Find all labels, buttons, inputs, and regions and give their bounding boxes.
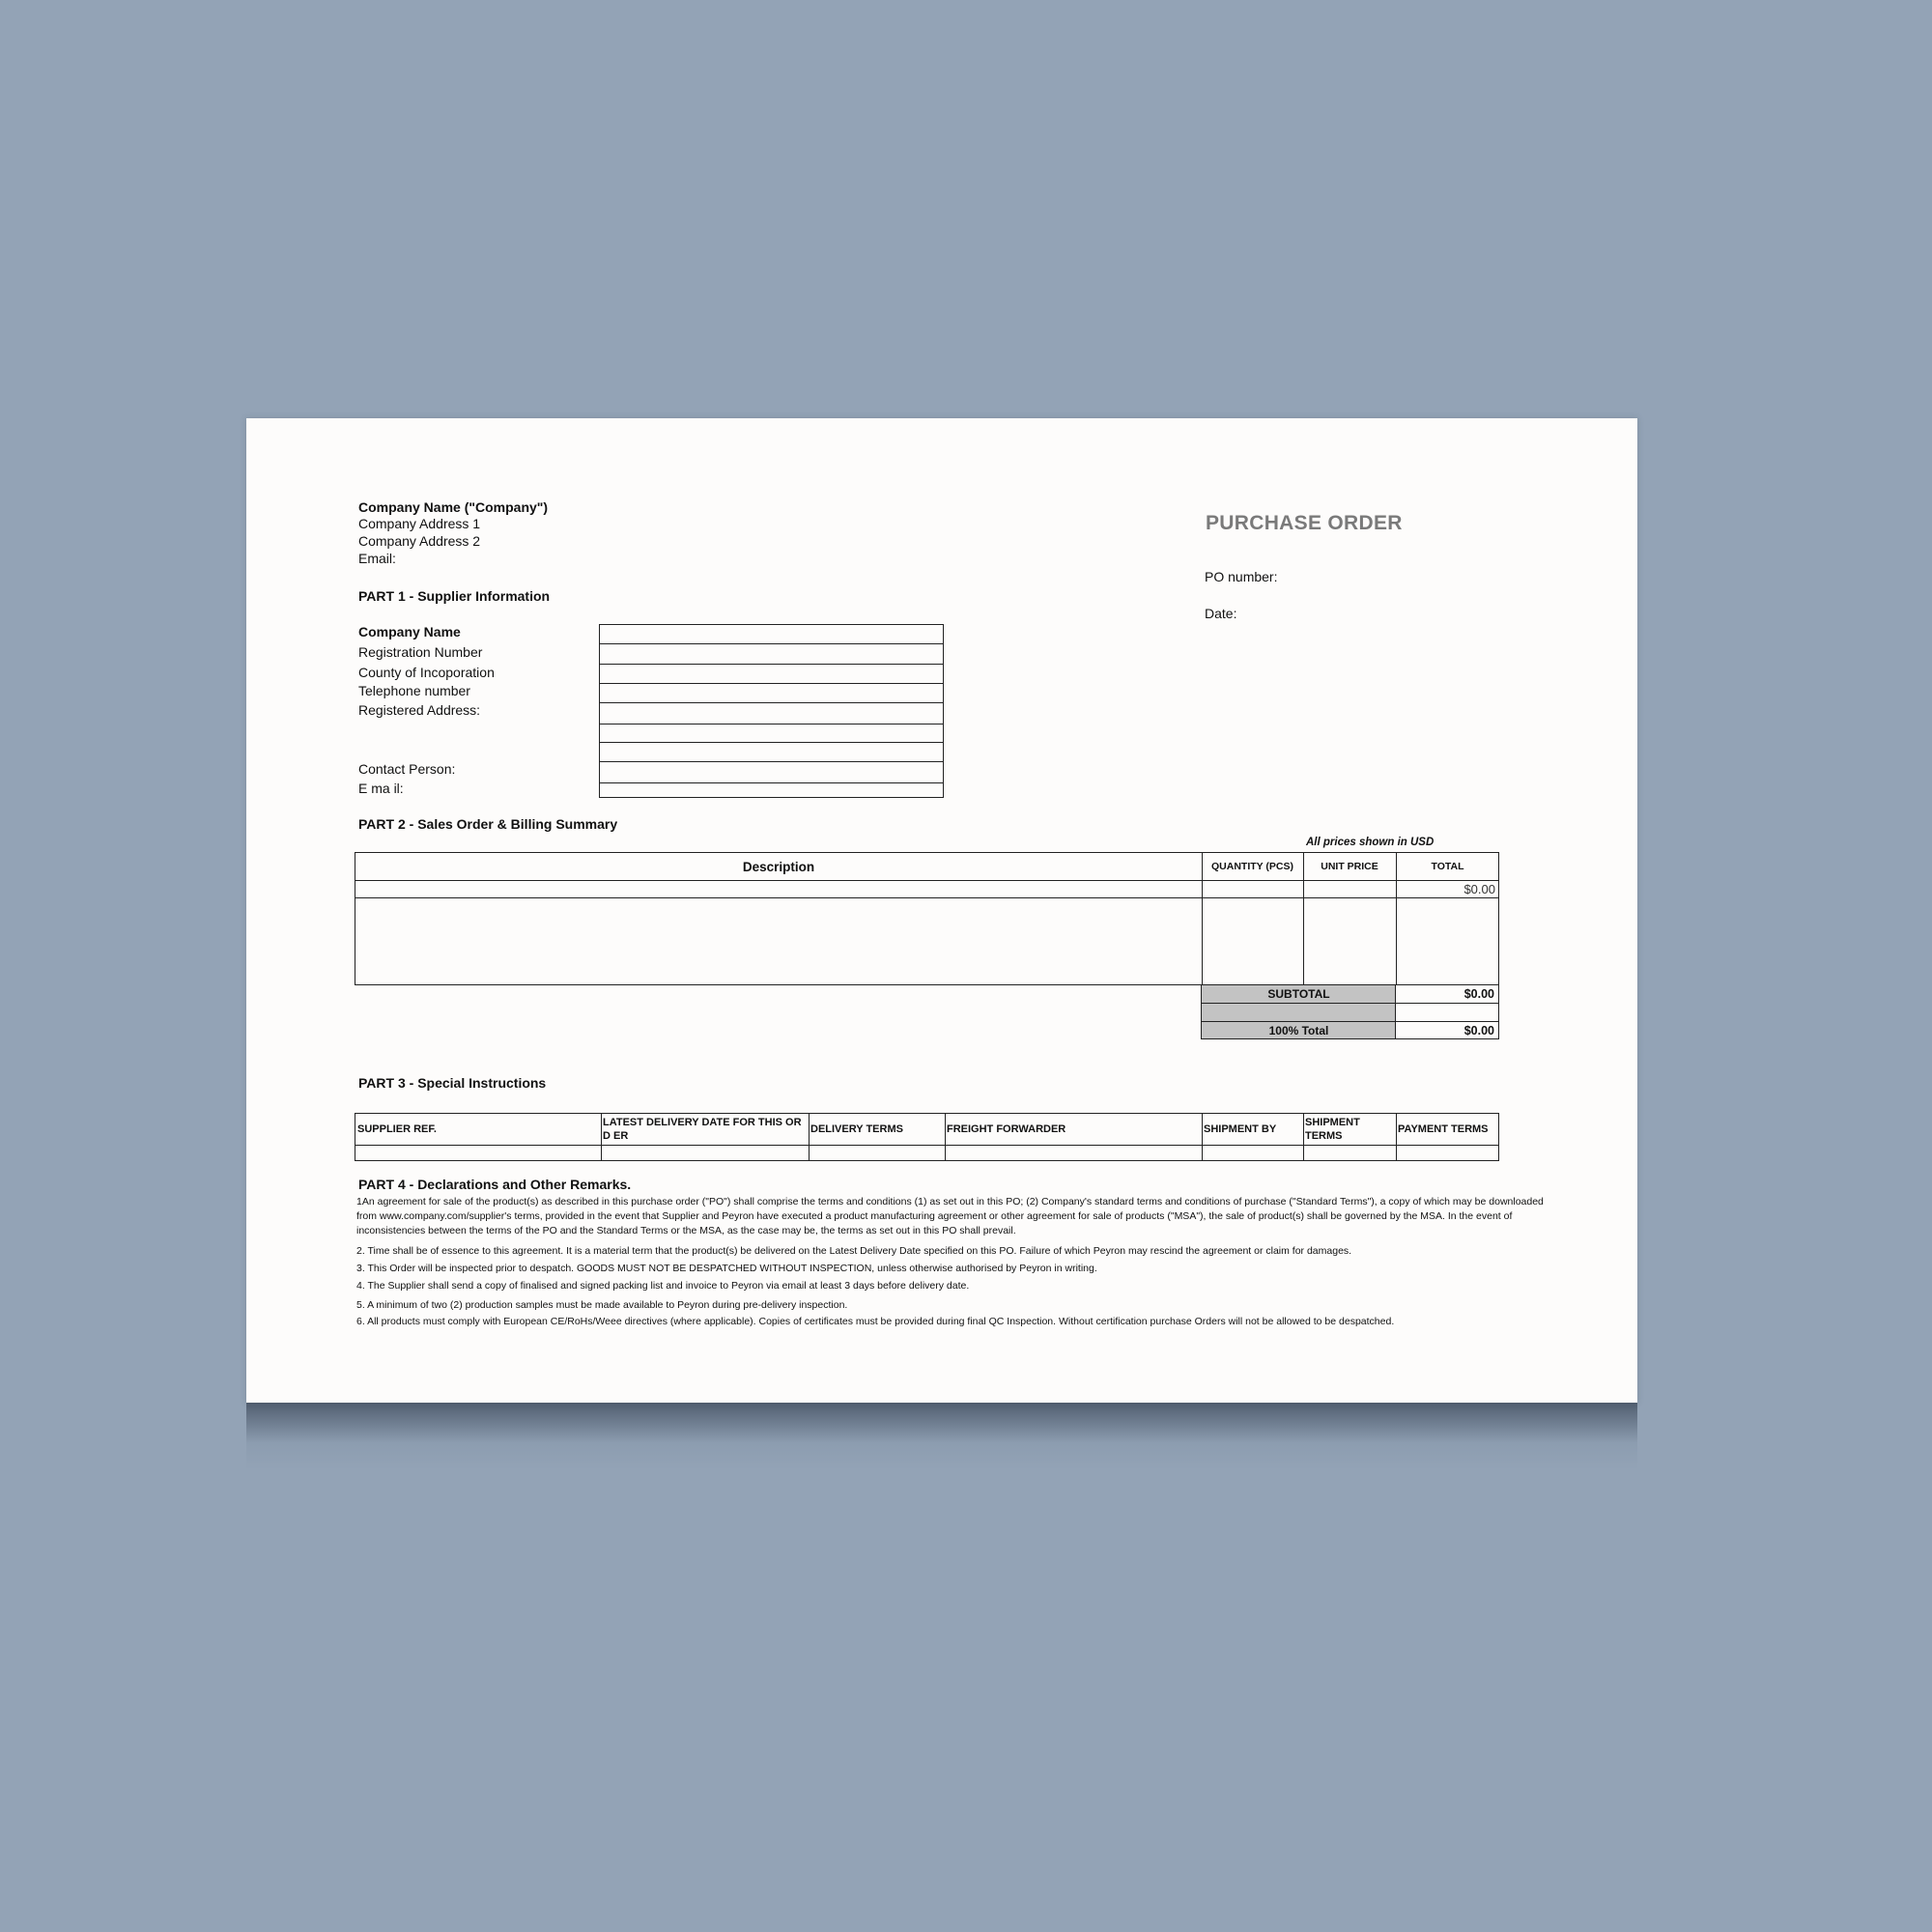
remark-3: 3. This Order will be inspected prior to despatch. GOODS MUST NOT BE DESPATCHED WITHOUT INSPECTION, unless otherwise authorised by Peyron in writing. bbox=[356, 1263, 1097, 1274]
county-of-incorporation-label: County of Incoporation bbox=[358, 665, 495, 680]
column-header-description: Description bbox=[742, 859, 815, 874]
registered-address-field-2[interactable] bbox=[600, 724, 943, 742]
currency-note: All prices shown in USD bbox=[1306, 837, 1435, 848]
registered-address-field-1[interactable] bbox=[600, 702, 943, 724]
registered-address-label: Registered Address: bbox=[358, 702, 481, 718]
subtotal-value: $0.00 bbox=[1463, 987, 1494, 1001]
sales-order-table bbox=[355, 852, 1499, 985]
delivery-terms-field[interactable] bbox=[809, 1146, 945, 1160]
po-number-label: PO number: bbox=[1205, 569, 1278, 584]
totals-block bbox=[1201, 984, 1499, 1039]
supplier-email-label: E ma il: bbox=[358, 781, 404, 796]
telephone-number-field[interactable] bbox=[600, 683, 943, 702]
column-header-freight-forwarder: FREIGHT FORWARDER bbox=[947, 1123, 1066, 1135]
column-header-supplier-ref: SUPPLIER REF. bbox=[357, 1123, 437, 1135]
purchase-order-document bbox=[246, 418, 1637, 1403]
subtotal-label: SUBTOTAL bbox=[1202, 985, 1396, 1003]
county-of-incorporation-field[interactable] bbox=[600, 664, 943, 683]
contact-person-label: Contact Person: bbox=[358, 761, 456, 777]
column-header-unit-price: UNIT PRICE bbox=[1321, 861, 1378, 872]
special-instructions-table bbox=[355, 1113, 1499, 1161]
registered-address-field-3[interactable] bbox=[600, 742, 943, 761]
column-header-quantity: QUANTITY (PCS) bbox=[1211, 861, 1293, 872]
supplier-info-box bbox=[599, 624, 944, 798]
extra-charge-label bbox=[1202, 1004, 1396, 1021]
freight-forwarder-field[interactable] bbox=[945, 1146, 1202, 1160]
part1-heading: PART 1 - Supplier Information bbox=[358, 588, 551, 604]
item-quantity-field[interactable] bbox=[1202, 880, 1303, 897]
column-header-shipment-by: SHIPMENT BY bbox=[1204, 1123, 1277, 1135]
column-header-latest-delivery-date: LATEST DELIVERY DATE FOR THIS OR D ER bbox=[603, 1117, 802, 1142]
document-title: PURCHASE ORDER bbox=[1206, 512, 1403, 534]
company-email-label: Email: bbox=[358, 551, 396, 566]
remark-1: 1An agreement for sale of the product(s) as described in this purchase order ("PO") shall comprise the terms and conditions (1) as set out in this PO; (2) Company's standard terms and conditions of purchase ("Standard Terms"), a copy of which may be downloaded from www.company.com/supplier's terms, provided in the event that Supplier and Peyron have executed a product manufacturing agreement or other agreement for sale of products ("MSA"), the sale of product(s) shall be governed by the MSA. In the event of inconsistencies between the terms of the PO and the Standard Terms or the MSA, as the case may be, the terms as set out in this PO shall prevail. bbox=[356, 1196, 1544, 1236]
supplier-company-name-field[interactable] bbox=[600, 625, 943, 643]
contact-person-field[interactable] bbox=[600, 761, 943, 782]
telephone-number-label: Telephone number bbox=[358, 683, 470, 698]
paper-shadow bbox=[246, 1403, 1637, 1470]
latest-delivery-date-field[interactable] bbox=[601, 1146, 809, 1160]
supplier-ref-field[interactable] bbox=[355, 1146, 601, 1160]
column-header-delivery-terms: DELIVERY TERMS bbox=[810, 1123, 903, 1135]
grand-total-value: $0.00 bbox=[1463, 1023, 1494, 1037]
item-unit-price-field[interactable] bbox=[1303, 880, 1396, 897]
shipment-by-field[interactable] bbox=[1202, 1146, 1303, 1160]
remark-4: 4. The Supplier shall send a copy of finalised and signed packing list and invoice to Peyron via email at least 3 days before delivery date. bbox=[356, 1280, 970, 1292]
remark-5: 5. A minimum of two (2) production samples must be made available to Peyron during pre-delivery inspection. bbox=[356, 1299, 848, 1311]
registration-number-field[interactable] bbox=[600, 643, 943, 664]
item-total-value: $0.00 bbox=[1463, 881, 1495, 896]
remark-2: 2. Time shall be of essence to this agreement. It is a material term that the product(s) be delivered on the Latest Delivery Date specified on this PO. Failure of which Peyron may rescind the agreement or claim for damages. bbox=[356, 1245, 1352, 1257]
part2-heading: PART 2 - Sales Order & Billing Summary bbox=[358, 816, 618, 832]
item-description-field[interactable] bbox=[355, 880, 1202, 897]
column-header-total: TOTAL bbox=[1431, 861, 1464, 872]
item-description-area[interactable] bbox=[355, 897, 1202, 984]
company-name: Company Name ("Company") bbox=[358, 499, 549, 515]
supplier-email-field[interactable] bbox=[600, 782, 943, 797]
registration-number-label: Registration Number bbox=[358, 644, 483, 660]
column-header-payment-terms: PAYMENT TERMS bbox=[1398, 1123, 1489, 1135]
company-address-1: Company Address 1 bbox=[358, 516, 481, 531]
shipment-terms-field[interactable] bbox=[1303, 1146, 1396, 1160]
remark-6: 6. All products must comply with European CE/RoHs/Weee directives (where applicable). Copies of certificates must be provided during final QC Inspection. Without certification purchase Orders will not be allowed to be despatched. bbox=[356, 1316, 1395, 1327]
extra-charge-value[interactable] bbox=[1396, 1004, 1498, 1021]
payment-terms-field[interactable] bbox=[1396, 1146, 1499, 1160]
column-header-shipment-terms: SHIPMENT TERMS bbox=[1305, 1117, 1360, 1142]
company-address-2: Company Address 2 bbox=[358, 533, 481, 549]
supplier-company-name-label: Company Name bbox=[358, 624, 461, 639]
po-date-label: Date: bbox=[1205, 606, 1237, 621]
part4-heading: PART 4 - Declarations and Other Remarks. bbox=[358, 1177, 632, 1192]
grand-total-label: 100% Total bbox=[1202, 1022, 1396, 1038]
part3-heading: PART 3 - Special Instructions bbox=[358, 1075, 547, 1091]
